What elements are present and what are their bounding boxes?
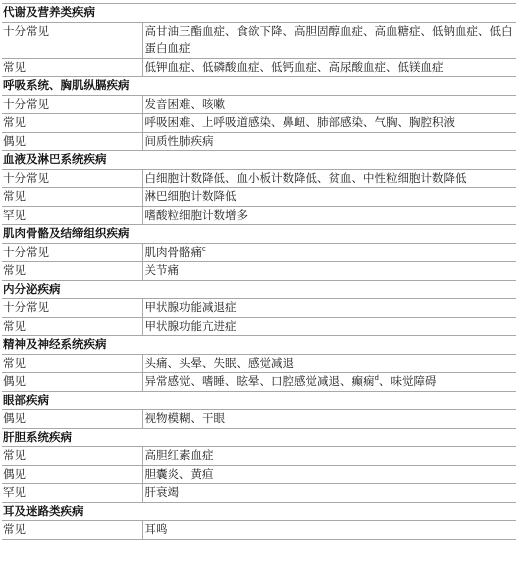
frequency-cell: 十分常见	[2, 243, 142, 262]
table-row	[2, 521, 516, 540]
adverse-events-text: 甲状腺功能亢进症	[144, 318, 237, 333]
frequency-cell: 偶见	[2, 373, 142, 392]
adverse-events-cell	[142, 447, 516, 466]
adverse-events-cell	[142, 465, 516, 484]
adverse-events-cell	[142, 354, 516, 373]
frequency-cell: 偶见	[2, 465, 142, 484]
frequency-cell: 常见	[2, 262, 142, 281]
category-name: 精神及神经系统疾病	[2, 336, 516, 355]
table-row	[2, 206, 516, 225]
frequency-cell: 常见	[2, 447, 142, 466]
adverse-events-text: 白细胞计数降低、血小板计数降低、贫血、中性粒细胞计数降低	[144, 170, 467, 185]
adverse-events-text: 视物模糊、干眼	[144, 411, 225, 425]
frequency-cell: 罕见	[2, 484, 142, 503]
frequency-cell: 罕见	[2, 206, 142, 225]
table-row	[2, 243, 516, 262]
category-name: 肌肉骨骼及结缔组织疾病	[2, 225, 516, 244]
category-row	[2, 77, 516, 96]
table-row	[2, 132, 516, 151]
footnote-marker: d	[374, 374, 379, 383]
adverse-events-text: 耳鸣	[144, 522, 168, 536]
table-row	[2, 317, 516, 336]
table-row	[2, 484, 516, 503]
table-row	[2, 169, 516, 188]
adverse-events-text: 呼吸困难、上呼吸道感染、鼻衄、肺部感染、气胸、胸腔积液	[144, 115, 455, 129]
table-row	[2, 114, 516, 133]
adverse-events-text: 淋巴细胞计数降低	[144, 189, 237, 203]
category-row	[2, 428, 516, 447]
frequency-cell: 十分常见	[2, 299, 142, 318]
adverse-events-cell	[142, 299, 516, 318]
adverse-events-text: 肌肉骨骼痛	[144, 244, 202, 259]
frequency-cell: 十分常见	[2, 95, 142, 114]
adverse-events-cell	[142, 243, 516, 262]
category-name: 代谢及营养类疾病	[2, 4, 516, 23]
adverse-reaction-table	[2, 3, 516, 540]
frequency-cell: 偶见	[2, 410, 142, 429]
category-row	[2, 280, 516, 299]
adverse-events-text: 嗜酸粒细胞计数增多	[144, 207, 248, 222]
adverse-events-text: 高胆红素血症	[144, 448, 214, 462]
adverse-events-text: 头痛、头晕、失眠、感觉减退	[144, 355, 294, 370]
table-row	[2, 58, 516, 77]
adverse-events-cell	[142, 521, 516, 540]
category-row	[2, 4, 516, 23]
frequency-cell: 偶见	[2, 132, 142, 151]
category-name: 眼部疾病	[2, 391, 516, 410]
table-row	[2, 262, 516, 281]
adverse-events-text: 胆囊炎、黄疸	[144, 466, 214, 481]
adverse-events-cell	[142, 373, 516, 392]
adverse-events-cell	[142, 114, 516, 133]
table-row	[2, 354, 516, 373]
category-row	[2, 502, 516, 521]
table-row	[2, 373, 516, 392]
table-row	[2, 95, 516, 114]
adverse-events-cell	[142, 484, 516, 503]
table-row	[2, 410, 516, 429]
category-row	[2, 336, 516, 355]
adverse-events-text: 间质性肺疾病	[144, 133, 214, 148]
adverse-events-text-continued: 、味觉障碍	[378, 374, 437, 388]
table-row	[2, 465, 516, 484]
category-row	[2, 151, 516, 170]
category-name: 血液及淋巴系统疾病	[2, 151, 516, 170]
category-name: 耳及迷路类疾病	[2, 502, 516, 521]
table-row	[2, 299, 516, 318]
frequency-cell: 常见	[2, 114, 142, 133]
frequency-cell: 常见	[2, 188, 142, 207]
footnote-marker: c	[202, 244, 206, 253]
adverse-events-text: 肝衰竭	[144, 485, 179, 499]
adverse-events-text: 甲状腺功能减退症	[144, 300, 237, 314]
category-name: 肝胆系统疾病	[2, 428, 516, 447]
frequency-cell: 常见	[2, 58, 142, 77]
adverse-events-cell	[142, 206, 516, 225]
category-name: 呼吸系统、胸肌纵膈疾病	[2, 77, 516, 96]
frequency-cell: 常见	[2, 521, 142, 540]
adverse-events-text: 发音困难、咳嗽	[144, 96, 225, 111]
category-row	[2, 391, 516, 410]
adverse-events-text: 关节痛	[144, 263, 179, 277]
adverse-events-text: 高甘油三酯血症、食欲下降、高胆固醇血症、高血糖症、低钠血症、低白蛋白血症	[144, 23, 513, 55]
adverse-events-cell	[142, 132, 516, 151]
adverse-events-cell	[142, 22, 516, 58]
table-row	[2, 188, 516, 207]
frequency-cell: 常见	[2, 354, 142, 373]
frequency-cell: 常见	[2, 317, 142, 336]
adverse-events-cell	[142, 95, 516, 114]
category-row	[2, 225, 516, 244]
adverse-events-cell	[142, 58, 516, 77]
adverse-events-cell	[142, 410, 516, 429]
table-row	[2, 22, 516, 58]
adverse-events-cell	[142, 262, 516, 281]
table-body	[2, 4, 516, 540]
adverse-events-text: 低钾血症、低磷酸血症、低钙血症、高尿酸血症、低镁血症	[144, 59, 444, 74]
adverse-events-text: 异常感觉、嗜睡、眩晕、口腔感觉减退、癫痫	[144, 374, 375, 388]
category-name: 内分泌疾病	[2, 280, 516, 299]
adverse-events-cell	[142, 317, 516, 336]
frequency-cell: 十分常见	[2, 22, 142, 58]
adverse-events-cell	[142, 169, 516, 188]
table-row	[2, 447, 516, 466]
frequency-cell: 十分常见	[2, 169, 142, 188]
adverse-events-cell	[142, 188, 516, 207]
